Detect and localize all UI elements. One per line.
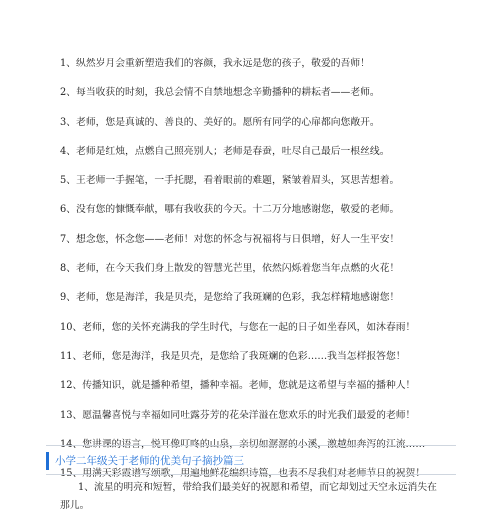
section-divider-top [46, 445, 456, 446]
quote-list [60, 52, 480, 488]
list-item: 11、老师，您是海洋，我是贝壳，是您给了我斑斓的色彩……我当怎样报答您！ [60, 350, 406, 362]
list-item: 15、用满天彩霞谱写颂歌，用遍地鲜花编织诗篇，也表不尽我们对老师节日的祝贺！ [60, 468, 426, 480]
list-item: 13、愿温馨喜悦与幸福如同吐露芬芳的花朵洋溢在您欢乐的时光我们最爱的老师！ [60, 409, 416, 421]
list-item: 1、纵然岁月会重新塑造我们的容颜，我永远是您的孩子，敬爱的吾师！ [60, 58, 370, 69]
list-item: 14、您讲课的语言，悦耳像叮咚的山泉，亲切如潺潺的小溪，激越如奔泻的江流…… [60, 438, 426, 450]
list-item: 9、老师，您是海洋，我是贝壳，是您给了我斑斓的色彩，我怎样精地感谢您！ [60, 292, 400, 304]
paragraph-line: 那儿。 [60, 500, 90, 511]
list-item: 6、没有您的慷慨奉献，哪有我收获的今天。十二万分地感谢您，敬爱的老师。 [60, 204, 400, 216]
section-heading: 小学二年级关于老师的优美句子摘抄篇三 [46, 452, 244, 470]
list-item: 7、想念您，怀念您——老师！对您的怀念与祝福将与日俱增，好人一生平安！ [60, 233, 400, 245]
list-item: 3、老师，您是真诚的、善良的、美好的。愿所有同学的心扉都向您敞开。 [60, 116, 380, 128]
list-item: 5、王老师一手握笔，一手托腮，看着眼前的难题，紧皱着眉头，冥思苦想着。 [60, 175, 400, 187]
list-item: 12、传播知识，就是播种希望，播种幸福。老师，您就是这希望与幸福的播种人！ [60, 380, 416, 392]
list-item: 8、老师，在今天我们身上散发的智慧光芒里，依然闪烁着您当年点燃的火花！ [60, 263, 400, 275]
body-paragraph [60, 479, 460, 515]
list-item: 2、每当收获的时刻，我总会情不自禁地想念辛勤播种的耕耘者——老师。 [60, 87, 380, 99]
paragraph-line: 1、流星的明亮和短暂，带给我们最美好的祝愿和希望，而它却划过天空永远消失在 [78, 482, 437, 493]
list-item: 4、老师是红烛，点燃自己照亮别人；老师是春蚕，吐尽自己最后一根丝线。 [60, 145, 390, 157]
list-item: 10、老师，您的关怀充满我的学生时代，与您在一起的日子如坐春风，如沐春雨！ [60, 321, 416, 333]
section-divider-bottom [46, 474, 456, 475]
